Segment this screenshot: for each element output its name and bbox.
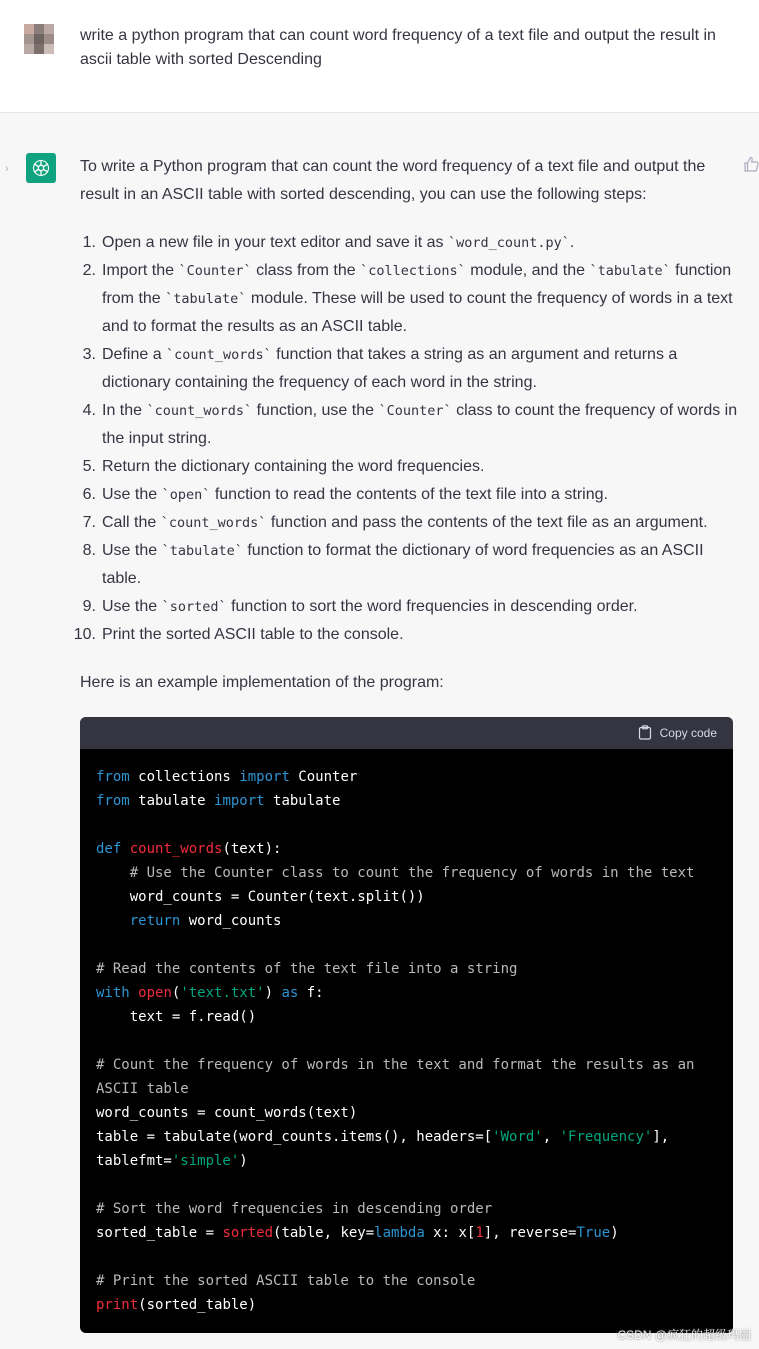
- code-token: 1: [475, 1225, 484, 1241]
- code-token: from: [96, 769, 130, 785]
- step-text: module, and the: [465, 262, 590, 279]
- step-item: [80, 593, 740, 621]
- example-intro-text: Here is an example implementation of the program:: [80, 674, 444, 691]
- inline-code: `tabulate`: [589, 263, 671, 279]
- code-token: ): [610, 1225, 619, 1241]
- code-token: # Read the contents of the text file into a string: [96, 961, 518, 977]
- code-line: [96, 1029, 717, 1053]
- step-text: Import the: [102, 262, 179, 279]
- code-line: [96, 1269, 717, 1293]
- step-item: [80, 481, 740, 509]
- step-number: 6.: [82, 486, 96, 503]
- code-token: (: [171, 985, 181, 1001]
- inline-code: `word_count.py`: [447, 235, 570, 251]
- code-token: (text):: [222, 841, 282, 857]
- code-token: word_counts: [180, 913, 282, 929]
- code-token: ): [264, 985, 282, 1001]
- step-text: Define a: [102, 346, 167, 363]
- user-message: [0, 0, 759, 113]
- step-text: Open a new file in your text editor and save it as: [102, 234, 448, 251]
- watermark-text: CSDN @疯狂的超级玛丽: [617, 1328, 751, 1342]
- inline-code: `Counter`: [378, 403, 452, 419]
- code-token: from: [96, 793, 130, 809]
- step-text: function that takes a string as an argument and returns a dictionary containing the frequency of each word in the string.: [102, 346, 678, 391]
- step-item: [80, 537, 740, 593]
- code-token: as: [281, 985, 299, 1001]
- code-line: [96, 957, 717, 981]
- code-token: # Print the sorted ASCII table to the console: [96, 1273, 476, 1289]
- code-token: word_counts = count_words(text): [96, 1105, 358, 1121]
- code-token: # Sort the word frequencies in descending order: [96, 1201, 493, 1217]
- chevron-right-icon[interactable]: ›: [5, 163, 9, 175]
- assistant-intro-text: To write a Python program that can count the word frequency of a text file and output the result in an ASCII table with sorted descending, you can use the following steps:: [80, 158, 706, 203]
- code-token: 'text.txt': [180, 985, 265, 1001]
- code-token: print: [96, 1297, 139, 1313]
- code-token: x: x[: [424, 1225, 476, 1241]
- step-number: 7.: [82, 514, 96, 531]
- step-item: [80, 257, 740, 341]
- inline-code: `count_words`: [160, 515, 267, 531]
- code-token: import: [239, 769, 290, 785]
- code-line: [96, 1053, 717, 1101]
- code-token: tabulate: [129, 793, 215, 809]
- step-number: 5.: [82, 458, 96, 475]
- code-token: (sorted_table): [138, 1297, 257, 1313]
- code-token: ): [239, 1153, 248, 1169]
- step-text: Call the: [102, 514, 161, 531]
- avatar-pixel: [44, 34, 54, 44]
- clipboard-icon: [638, 725, 652, 740]
- code-line: [96, 813, 717, 837]
- step-text: Return the dictionary containing the word frequencies.: [102, 458, 485, 475]
- code-line: [96, 1197, 717, 1221]
- code-line: [96, 1125, 717, 1173]
- thumbs-up-icon[interactable]: [744, 156, 759, 172]
- code-line: [96, 1173, 717, 1197]
- code-token: 'simple': [171, 1153, 240, 1169]
- code-line: [96, 885, 717, 909]
- code-token: [130, 985, 138, 1001]
- code-line: [96, 765, 717, 789]
- code-block-header: [80, 717, 733, 749]
- code-token: True: [576, 1225, 611, 1241]
- step-text: function to format the dictionary of word frequencies as an ASCII table.: [102, 542, 704, 587]
- step-item: [80, 229, 740, 257]
- code-line: [96, 981, 717, 1005]
- code-token: def: [96, 841, 122, 857]
- step-text: Use the: [102, 486, 162, 503]
- code-line: [96, 909, 717, 933]
- code-token: import: [214, 793, 265, 809]
- chatgpt-logo-icon: [26, 153, 56, 183]
- step-number: 8.: [82, 542, 96, 559]
- inline-code: `count_words`: [146, 403, 253, 419]
- code-token: [96, 913, 130, 929]
- step-item: [80, 397, 740, 453]
- copy-code-button[interactable]: [638, 725, 717, 740]
- code-line: [96, 1293, 717, 1317]
- inline-code: `open`: [161, 487, 211, 503]
- code-block: [80, 717, 733, 1333]
- code-token: ,: [542, 1129, 560, 1145]
- inline-code: `tabulate`: [161, 543, 243, 559]
- code-token: sorted: [222, 1225, 274, 1241]
- code-token: # Use the Counter class to count the frequency of words in the text: [129, 865, 695, 881]
- code-line: [96, 1005, 717, 1029]
- avatar-pixel: [34, 44, 44, 54]
- code-token: f:: [298, 985, 324, 1001]
- code-line: [96, 1221, 717, 1245]
- code-token: 'Frequency': [559, 1129, 653, 1145]
- step-text: Use the: [102, 542, 162, 559]
- user-avatar: [24, 24, 54, 54]
- code-token: open: [138, 985, 172, 1001]
- step-text: Print the sorted ASCII table to the console.: [102, 626, 404, 643]
- step-number: 10.: [73, 626, 96, 643]
- avatar-pixel: [44, 24, 54, 34]
- code-token: lambda: [374, 1225, 425, 1241]
- code-token: tabulate: [264, 793, 341, 809]
- step-text: Use the: [102, 598, 162, 615]
- avatar-pixel: [34, 24, 44, 34]
- inline-code: `collections`: [360, 263, 466, 279]
- step-text: class from the: [251, 262, 361, 279]
- step-number: 9.: [82, 598, 96, 615]
- code-token: [121, 841, 129, 857]
- user-prompt-text: write a python program that can count word frequency of a text file and output the result in ascii table with sorted Descending: [80, 27, 716, 68]
- step-item: [80, 453, 740, 481]
- step-text: function from the: [102, 262, 732, 307]
- code-token: # Count the frequency of words in the text and format the results as an ASCII table: [96, 1057, 703, 1097]
- code-line: [96, 1245, 717, 1269]
- code-line: [96, 789, 717, 813]
- code-token: word_counts = Counter(text.split()): [96, 889, 425, 905]
- code-token: (table, key=: [273, 1225, 375, 1241]
- step-item: [80, 509, 740, 537]
- step-item: [80, 341, 740, 397]
- avatar-pixel: [34, 34, 44, 44]
- step-number: 2.: [82, 262, 96, 279]
- code-token: 'Word': [492, 1129, 543, 1145]
- step-number: 1.: [82, 234, 96, 251]
- step-text: In the: [102, 402, 147, 419]
- code-line: [96, 861, 717, 885]
- code-token: [96, 865, 130, 881]
- code-token: collections: [129, 769, 240, 785]
- avatar-pixel: [44, 44, 54, 54]
- step-number: 3.: [82, 346, 96, 363]
- step-text: class to count the frequency of words in the input string.: [102, 402, 738, 447]
- step-text: .: [569, 234, 575, 251]
- step-item: [73, 621, 740, 649]
- step-text: function to read the contents of the text file into a string.: [210, 486, 608, 503]
- code-token: ], tablefmt=: [96, 1129, 678, 1169]
- code-token: ], reverse=: [483, 1225, 577, 1241]
- step-text: module. These will be used to count the frequency of words in a text and to format the results as an ASCII table.: [102, 290, 733, 335]
- step-text: function and pass the contents of the text file as an argument.: [266, 514, 708, 531]
- inline-code: `tabulate`: [165, 291, 247, 307]
- code-token: table = tabulate(word_counts.items(), headers=[: [96, 1129, 493, 1145]
- step-text: function, use the: [252, 402, 379, 419]
- code-token: count_words: [129, 841, 223, 857]
- step-number: 4.: [82, 402, 96, 419]
- copy-code-label: Copy code: [659, 725, 717, 740]
- inline-code: `Counter`: [178, 263, 252, 279]
- inline-code: `sorted`: [161, 599, 227, 615]
- steps-list: [73, 229, 740, 649]
- inline-code: `count_words`: [166, 347, 272, 363]
- avatar-pixel: [24, 24, 34, 34]
- code-line: [96, 933, 717, 957]
- assistant-message: [0, 113, 759, 1349]
- code-token: Counter: [289, 769, 358, 785]
- code-token: with: [96, 985, 130, 1001]
- code-content[interactable]: [80, 749, 733, 1317]
- code-token: text = f.read(): [96, 1009, 257, 1025]
- avatar-pixel: [24, 44, 34, 54]
- avatar-pixel: [24, 34, 34, 44]
- code-line: [96, 837, 717, 861]
- code-token: sorted_table =: [96, 1225, 223, 1241]
- code-line: [96, 1101, 717, 1125]
- step-text: function to sort the word frequencies in descending order.: [226, 598, 638, 615]
- code-token: return: [129, 913, 181, 929]
